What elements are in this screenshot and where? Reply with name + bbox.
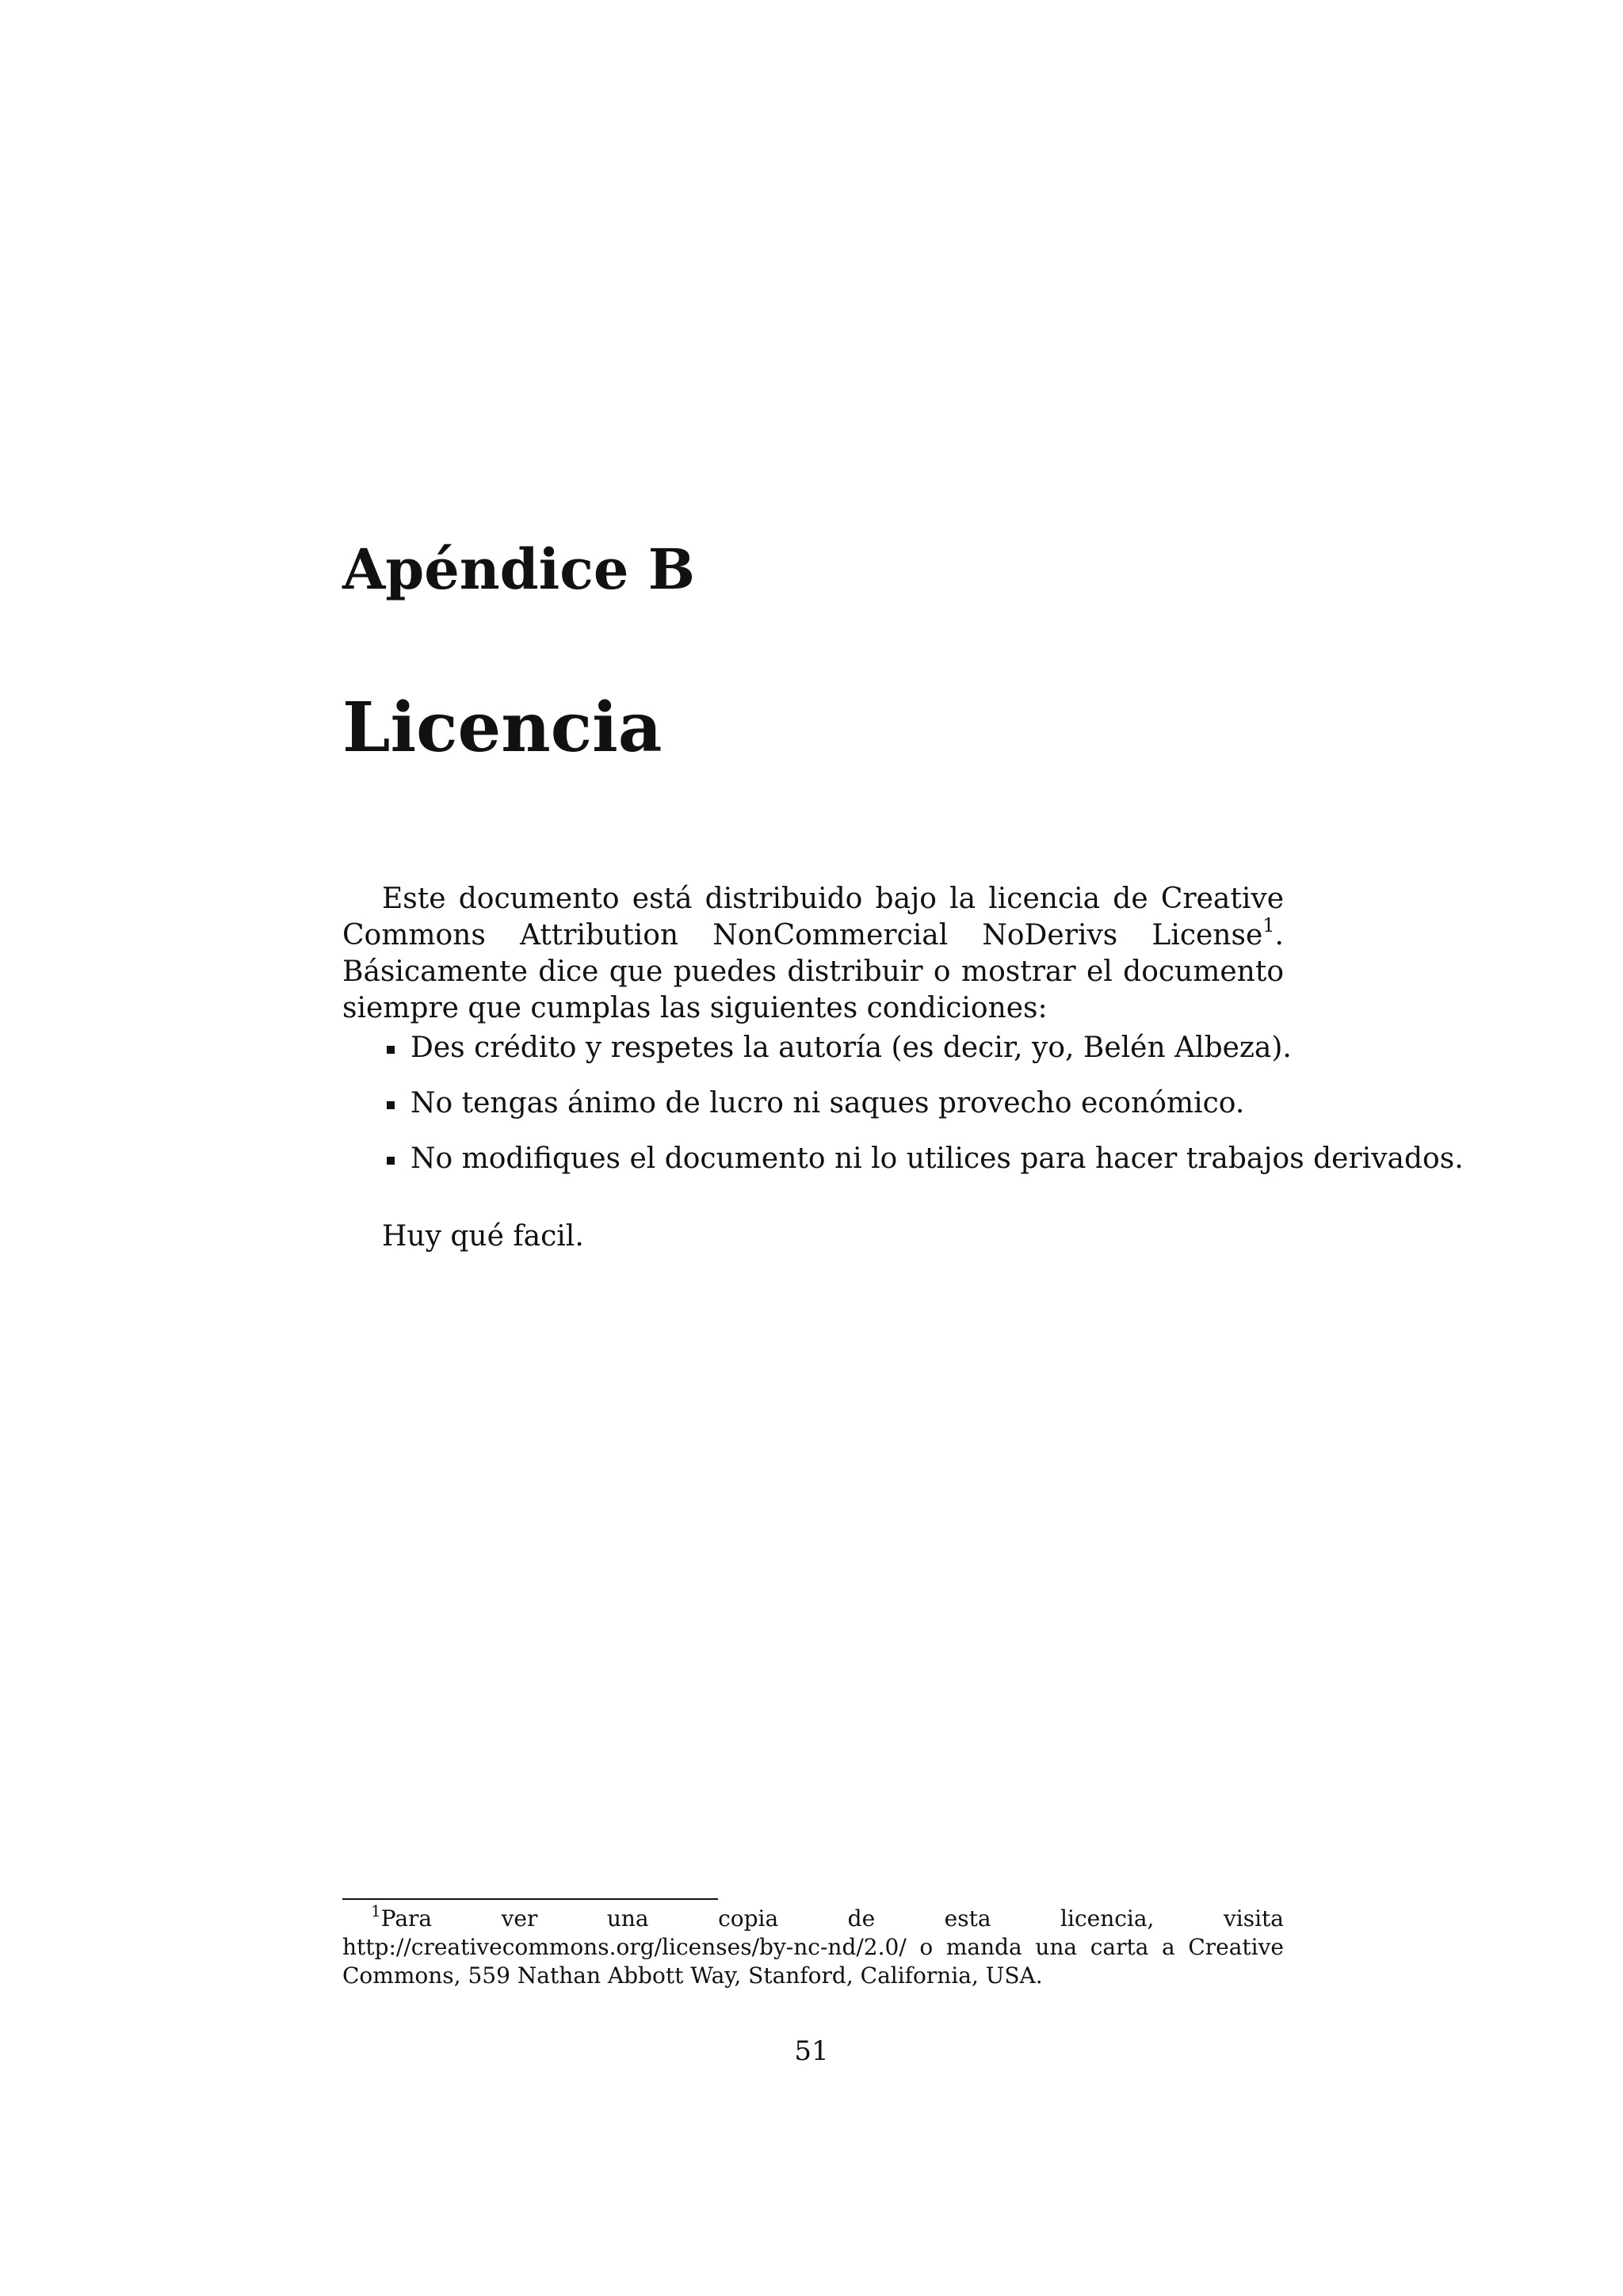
- closing-line: Huy qué facil.: [382, 1220, 584, 1253]
- footnote-reference[interactable]: 1: [1262, 914, 1275, 936]
- footnote-divider: [342, 1898, 718, 1900]
- list-item: [342, 1141, 1464, 1196]
- square-bullet-icon: [387, 1101, 395, 1109]
- footnote-text: Para ver una copia de esta licencia, visita http://creativecommons.org/licenses/by-nc-nd/2.0/ o manda una carta a Creative Commons, 559 Nathan Abbott Way, Stanford, California, USA.: [342, 1905, 1284, 1989]
- footnote-marker: 1: [371, 1901, 381, 1920]
- square-bullet-icon: [387, 1046, 395, 1054]
- square-bullet-icon: [387, 1157, 395, 1165]
- intro-text-end: . Básicamente dice que puedes distribuir o mostrar el documento siempre que cumplas las siguientes condiciones:: [342, 919, 1284, 1024]
- chapter-label: Apéndice B: [342, 536, 695, 602]
- list-item-text: No modifiques el documento ni lo utilices para hacer trabajos derivados.: [411, 1142, 1464, 1175]
- page-number: 51: [794, 2035, 829, 2067]
- list-item-text: Des crédito y respetes la autoría (es decir, yo, Belén Albeza).: [411, 1032, 1292, 1064]
- chapter-title: Licencia: [342, 688, 663, 768]
- footnote: [342, 1901, 1284, 1990]
- list-item: [342, 1085, 1284, 1141]
- intro-paragraph: [342, 881, 1284, 1027]
- list-item-text: No tengas ánimo de lucro ni saques provecho económico.: [411, 1087, 1245, 1119]
- conditions-list: [342, 1030, 1464, 1196]
- intro-text-start: Este documento está distribuido bajo la licencia de Creative Commons Attribution NonCommercial NoDerivs License: [342, 883, 1284, 952]
- list-item: [342, 1030, 1292, 1085]
